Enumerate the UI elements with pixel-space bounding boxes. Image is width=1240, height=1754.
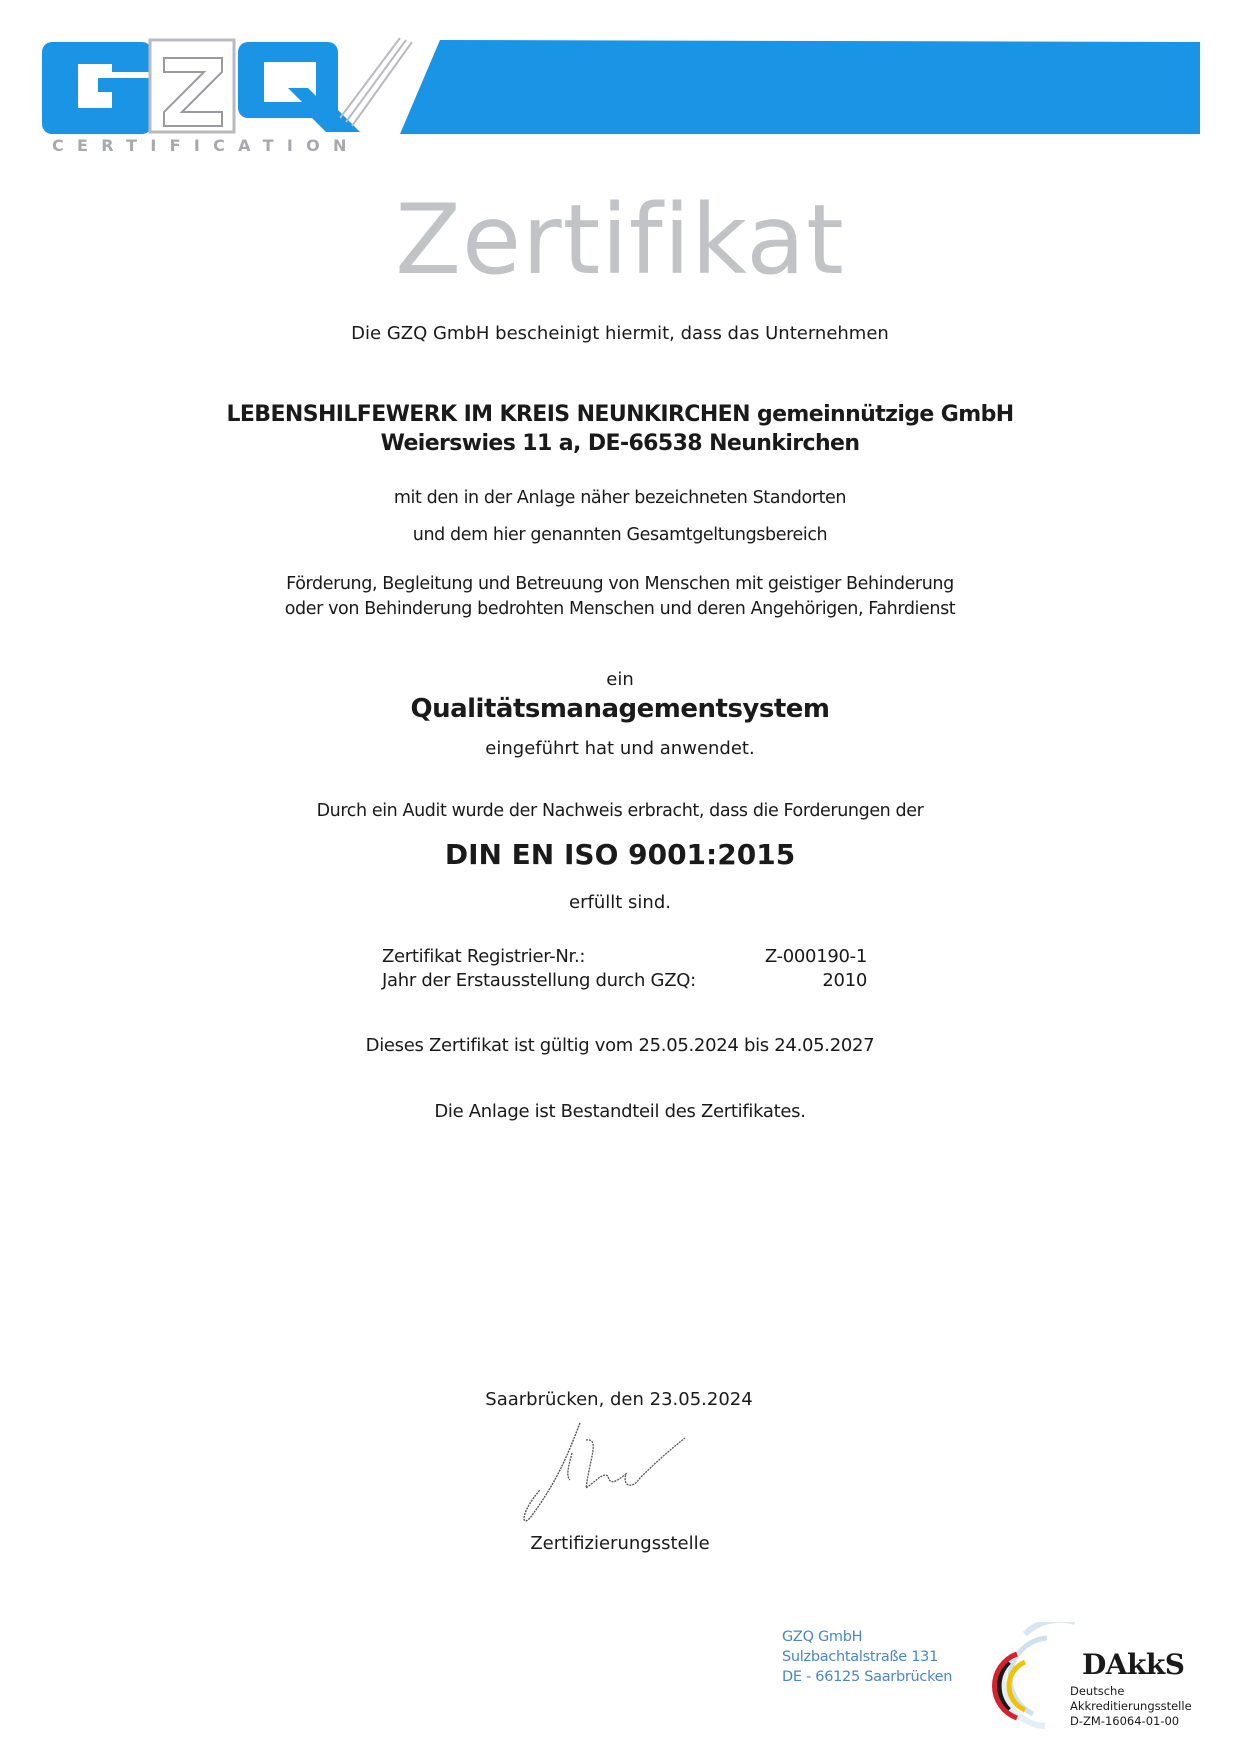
logo-subtitle: CERTIFICATION — [52, 136, 360, 155]
issuer-name: GZQ GmbH — [782, 1629, 863, 1645]
accreditation-line: Deutsche — [1070, 1684, 1125, 1698]
intro-text: Die GZQ GmbH bescheinigt hiermit, dass das Unternehmen — [351, 323, 889, 344]
logo-letter-g — [42, 42, 152, 134]
registration-label: Zertifikat Registrier-Nr.: — [382, 946, 586, 967]
first-issue-label: Jahr der Erstausstellung durch GZQ: — [382, 970, 696, 991]
header-blue-bar — [400, 40, 1200, 134]
accreditation-number: D-ZM-16064-01-00 — [1070, 1714, 1180, 1728]
registration-row — [382, 969, 867, 993]
system-name: Qualitätsmanagementsystem — [410, 694, 830, 724]
issuer-city: DE - 66125 Saarbrücken — [782, 1669, 953, 1685]
audit-statement: Durch ein Audit wurde der Nachweis erbracht, dass die Forderungen der — [316, 801, 924, 821]
certificate-title: Zertifikat — [395, 184, 845, 296]
scope-intro-line-2: und dem hier genannten Gesamtgeltungsbereich — [412, 525, 828, 545]
place-date: Saarbrücken, den 23.05.2024 — [485, 1389, 753, 1410]
company-block — [0, 400, 1240, 458]
fulfilled-text: erfüllt sind. — [569, 892, 671, 913]
logo-letter-q — [238, 42, 360, 132]
issuer-street: Sulzbachtalstraße 131 — [782, 1649, 939, 1665]
scope-line-1: Förderung, Begleitung und Betreuung von Menschen mit geistiger Behinderung — [286, 574, 954, 594]
annex-note: Die Anlage ist Bestandteil des Zertifikates. — [434, 1101, 806, 1122]
signature-role: Zertifizierungsstelle — [530, 1533, 710, 1554]
registration-table — [382, 945, 867, 993]
accreditation-details — [1070, 1684, 1192, 1729]
validity-text: Dieses Zertifikat ist gültig vom 25.05.2024 bis 24.05.2027 — [365, 1035, 875, 1056]
gzq-logo — [40, 30, 440, 135]
system-pre: ein — [606, 669, 634, 690]
system-post: eingeführt hat und anwendet. — [485, 738, 755, 759]
issuer-address — [782, 1627, 952, 1687]
dakks-logo-text: DAkkS — [1082, 1648, 1185, 1681]
accreditation-line: Akkreditierungsstelle — [1070, 1699, 1192, 1713]
company-name: LEBENSHILFEWERK IM KREIS NEUNKIRCHEN gemeinnützige GmbH — [226, 402, 1014, 427]
scope-line-2: oder von Behinderung bedrohten Menschen und deren Angehörigen, Fahrdienst — [284, 599, 956, 619]
standard-name: DIN EN ISO 9001:2015 — [444, 838, 796, 871]
first-issue-value: 2010 — [822, 970, 867, 991]
scope-intro-line-1: mit den in der Anlage näher bezeichneten Standorten — [393, 488, 847, 508]
signature-image — [510, 1418, 700, 1528]
registration-value: Z-000190-1 — [764, 946, 867, 967]
company-address: Weierswies 11 a, DE-66538 Neunkirchen — [380, 431, 860, 456]
registration-row — [382, 945, 867, 969]
